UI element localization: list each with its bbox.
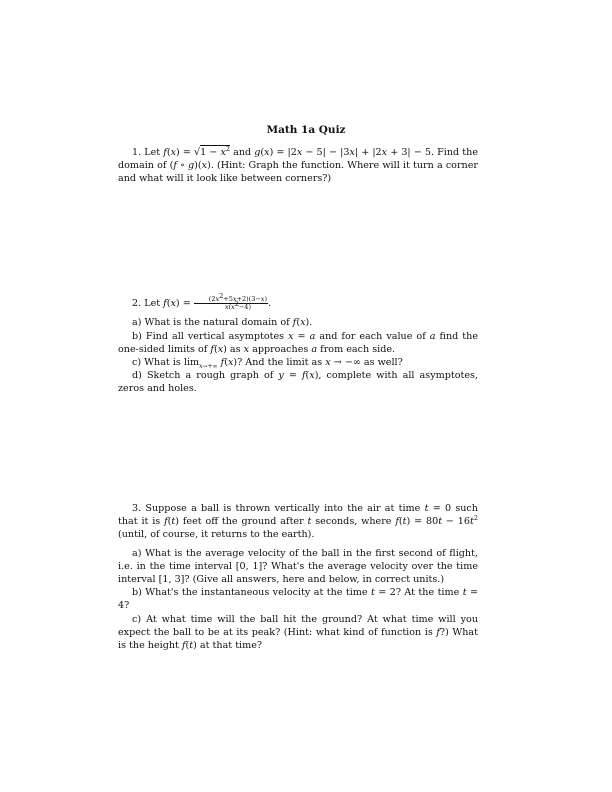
question-3-stem: 3. Suppose a ball is thrown vertically into the air at time t = 0 such that it is f(t) feet off the ground after t seconds, where $f(t) = 80t - 16t^2$ (until, of course, it returns to the earth). bbox=[118, 503, 478, 541]
question-3-part-c: c) At what time will the ball hit the ground? At what time will you expect the ball to be at its peak? (Hint: what kind of function is f?) What is the height f(t) at that time? bbox=[118, 613, 478, 652]
question-2 bbox=[118, 292, 478, 396]
question-2-part-b: b) Find all vertical asymptotes x = a and for each value of a find the one-sided limits of f(x) as x approaches a from each side. bbox=[118, 330, 478, 355]
question-1 bbox=[118, 146, 478, 186]
question-2-part-c: c) What is $\lim_{x\to+\infty} f(x)$? And the limit as x → −∞ as well? bbox=[132, 356, 403, 370]
question-2-part-a: a) What is the natural domain of f(x). bbox=[132, 317, 313, 329]
page-title: Math 1a Quiz bbox=[266, 124, 346, 136]
question-3-part-b: b) What's the instantaneous velocity at the time t = 2? At the time t = 4? bbox=[118, 587, 479, 612]
question-1-number: 1. bbox=[132, 147, 142, 158]
question-3-number: 3. bbox=[132, 503, 142, 514]
rational-function-fraction: $\frac{(2x^2+5x+2)(3-x)}{x(x^2-4)}$ bbox=[194, 296, 268, 311]
question-3-part-a: a) What is the average velocity of the ball in the first second of flight, i.e. in the time interval [0, 1]? What's the average velocity over the time interval [1, 3]? (Give all answers, here and below, in correct units.) bbox=[118, 547, 478, 586]
question-3 bbox=[118, 502, 478, 652]
question-2-stem: 2. Let f(x) = $\frac{(2x^2+5x+2)(3-x)}{x(x^2-4)}$ . bbox=[132, 292, 272, 312]
question-1-text: 1. Let $f(x) = √1 - x^2$ and g(x) = |2x − 5| − |3x| + |2x + 3| − 5. Find the domain of (f ∘ g)(x). (Hint: Graph the function. Where will it turn a corner and what will it look like between corners?) bbox=[118, 144, 478, 185]
question-2-number: 2. bbox=[132, 298, 142, 310]
question-2-part-d: d) Sketch a rough graph of y = f(x), complete with all asymptotes, zeros and holes. bbox=[118, 370, 478, 395]
